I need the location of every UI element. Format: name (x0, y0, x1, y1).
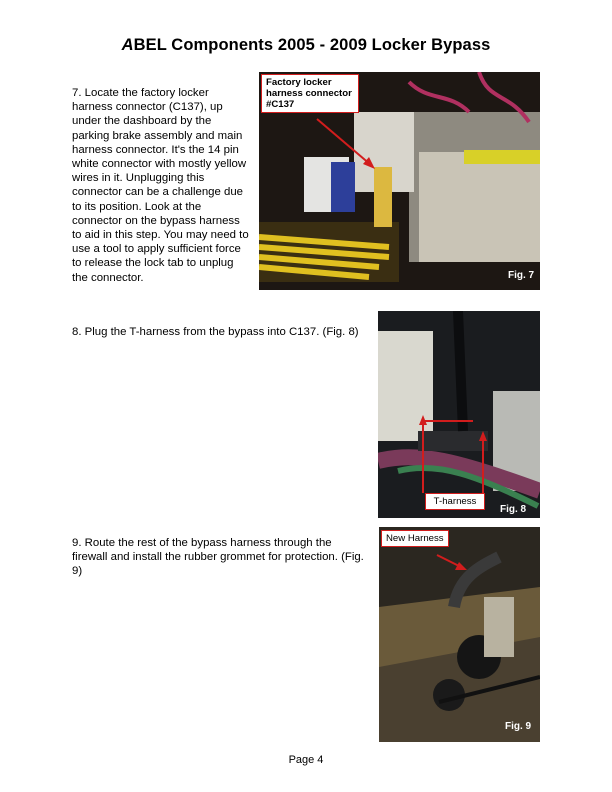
figure-9-photo (379, 527, 540, 742)
figure-9-callout: New Harness (381, 530, 449, 547)
figure-9-label: Fig. 9 (505, 721, 532, 732)
figure-8-photo (378, 311, 540, 518)
figure-7-callout: Factory locker harness connector #C137 (261, 74, 359, 113)
page-number: Page 4 (288, 754, 324, 766)
figure-8-callout: T-harness (425, 493, 485, 510)
figure-9-arrow (379, 527, 540, 742)
figure-8-arrows (378, 311, 540, 518)
figure-7-label: Fig. 7 (508, 270, 535, 281)
figure-8-label: Fig. 8 (500, 504, 527, 515)
step-7-text: 7. Locate the factory locker harness connector (C137), up under the dashboard by the parking brake assembly and main harness connector. It's the 14 pin white connector with mostly yellow wires in it. Unplugging this connector can be a challenge due to its position. Look at the connector on the bypass harness to aid in this step. You may need to use a tool to apply sufficient force to release the lock tab to unplug the connector. (72, 87, 249, 284)
step-9-text: 9. Route the rest of the bypass harness through the firewall and install the rubber grommet for protection. (Fig. 9) (72, 537, 364, 578)
figure-7-photo (259, 72, 540, 290)
step-8-text: 8. Plug the T-harness from the bypass into C137. (Fig. 8) (72, 326, 359, 338)
page-title: ABEL Components 2005 - 2009 Locker Bypass (121, 36, 491, 54)
